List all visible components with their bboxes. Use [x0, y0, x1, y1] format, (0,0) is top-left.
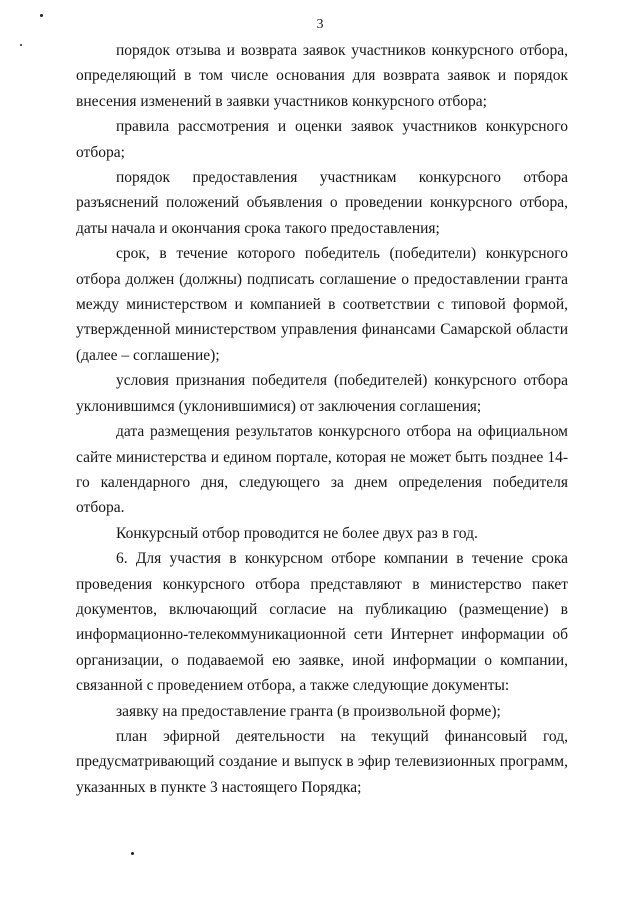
paragraph-evaluation-rules: правила рассмотрения и оценки заявок участников конкурсного отбора;	[76, 118, 568, 161]
paragraph-clarification-procedure: порядок предоставления участникам конкурсного отбора разъяснений положений объявления о проведении конкурсного отбора, даты начала и окончания срока такого предоставления;	[76, 169, 568, 237]
paragraph-bid-withdrawal-procedure: порядок отзыва и возврата заявок участников конкурсного отбора, определяющий в том числе основания для возврата заявок и порядок внесения изменений в заявки участников конкурсного отбора;	[76, 42, 568, 110]
paragraph-broadcast-plan: план эфирной деятельности на текущий финансовый год, предусматривающий создание и выпуск в эфир телевизионных программ, указанных в пункте 3 настоящего Порядка;	[76, 727, 568, 796]
scan-speck	[131, 852, 134, 855]
scan-speck	[20, 44, 22, 46]
paragraph-results-publication-date: дата размещения результатов конкурсного отбора на официальном сайте министерства и едином портале, которая не может быть позднее 14-го календарного дня, следующего за днем определения победителя отбора.	[76, 423, 568, 517]
paragraph-evasion-conditions: условия признания победителя (победителей) конкурсного отбора уклонившимся (уклонившимися) от заключения соглашения;	[76, 372, 568, 415]
paragraph-selection-frequency: Конкурсный отбор проводится не более двух раз в год.	[116, 524, 478, 542]
document-body	[76, 38, 568, 800]
page-number: 3	[316, 17, 324, 32]
paragraph-section-6-participation: 6. Для участия в конкурсном отборе компании в течение срока проведения конкурсного отбора представляют в министерство пакет документов, включающий согласие на публикацию (размещение) в информационно-телекоммуникационной сети Интернет информации об организации, о подаваемой ею заявке, иной информации о компании, связанной с проведением отбора, а также следующие документы:	[76, 550, 568, 695]
paragraph-grant-application: заявку на предоставление гранта (в произвольной форме);	[116, 702, 501, 720]
paragraph-agreement-signing-term: срок, в течение которого победитель (победители) конкурсного отбора должен (должны) подписать соглашение о предоставлении гранта между министерством и компанией в соответствии с типовой формой, утвержденной министерством управления финансами Самарской области (далее – соглашение);	[76, 245, 568, 364]
